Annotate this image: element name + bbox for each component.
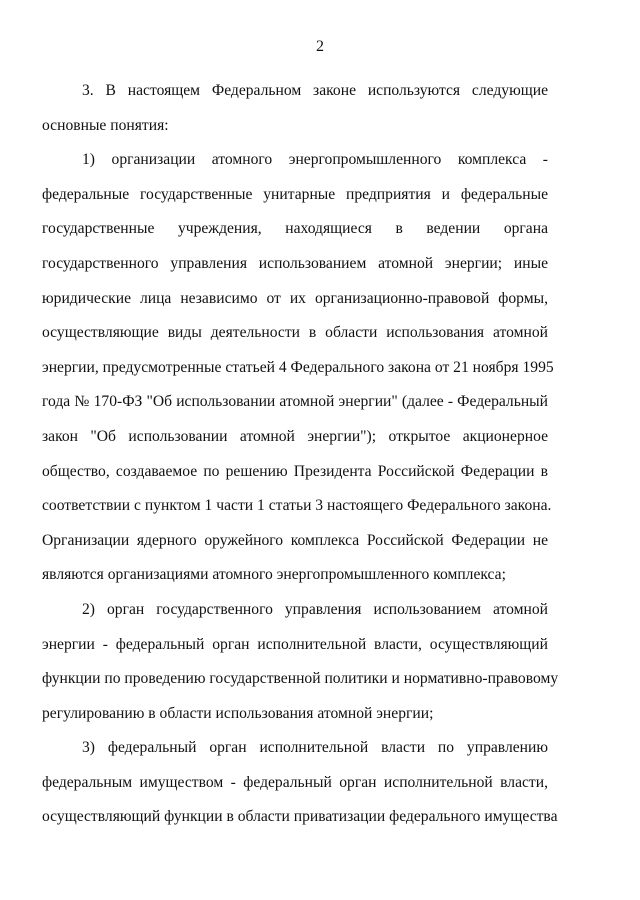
definition-item-3	[42, 731, 558, 835]
paragraph-line: 1) организации атомного энергопромышленного комплекса -	[82, 151, 548, 169]
paragraph-line: Организации ядерного оружейного комплекса Российской Федерации не	[42, 531, 548, 549]
paragraph-line: функции по проведению государственной политики и нормативно-правовому	[42, 670, 559, 688]
paragraph-line: соответствии с пунктом 1 части 1 статьи 3 настоящего Федерального закона.	[42, 497, 552, 515]
paragraph-line: энергии - федеральный орган исполнительной власти, осуществляющий	[42, 635, 548, 653]
page-number: 2	[316, 38, 324, 55]
paragraph-line: закон "Об использовании атомной энергии"); открытое акционерное	[42, 427, 548, 445]
paragraph-line: юридические лица независимо от их организационно-правовой формы,	[42, 289, 548, 307]
paragraph-line: государственного управления использованием атомной энергии; иные	[42, 254, 548, 272]
paragraph-line: федеральные государственные унитарные предприятия и федеральные	[42, 185, 548, 203]
paragraph-line: осуществляющий функции в области приватизации федерального имущества	[42, 808, 558, 826]
paragraph-line: 3) федеральный орган исполнительной власти по управлению	[82, 739, 548, 757]
paragraph-line: осуществляющие виды деятельности в области использования атомной	[42, 324, 548, 342]
definition-item-2	[42, 593, 559, 731]
paragraph-line: основные понятия:	[42, 116, 169, 134]
document-body	[42, 74, 559, 835]
definition-item-1	[42, 143, 554, 593]
paragraph-line: 2) орган государственного управления использованием атомной	[82, 600, 548, 618]
paragraph-line: являются организациями атомного энергопромышленного комплекса;	[42, 566, 506, 584]
paragraph-3	[42, 74, 548, 143]
paragraph-line: 3. В настоящем Федеральном законе используются следующие	[82, 82, 548, 99]
paragraph-line: общество, создаваемое по решению Президента Российской Федерации в	[42, 462, 548, 480]
paragraph-line: регулированию в области использования атомной энергии;	[42, 704, 434, 722]
paragraph-line: федеральным имуществом - федеральный орган исполнительной власти,	[42, 773, 548, 791]
paragraph-line: энергии, предусмотренные статьей 4 Федерального закона от 21 ноября 1995	[42, 358, 554, 376]
paragraph-line: года № 170-ФЗ "Об использовании атомной энергии" (далее - Федеральный	[42, 393, 548, 411]
paragraph-line: государственные учреждения, находящиеся в ведении органа	[42, 220, 548, 238]
